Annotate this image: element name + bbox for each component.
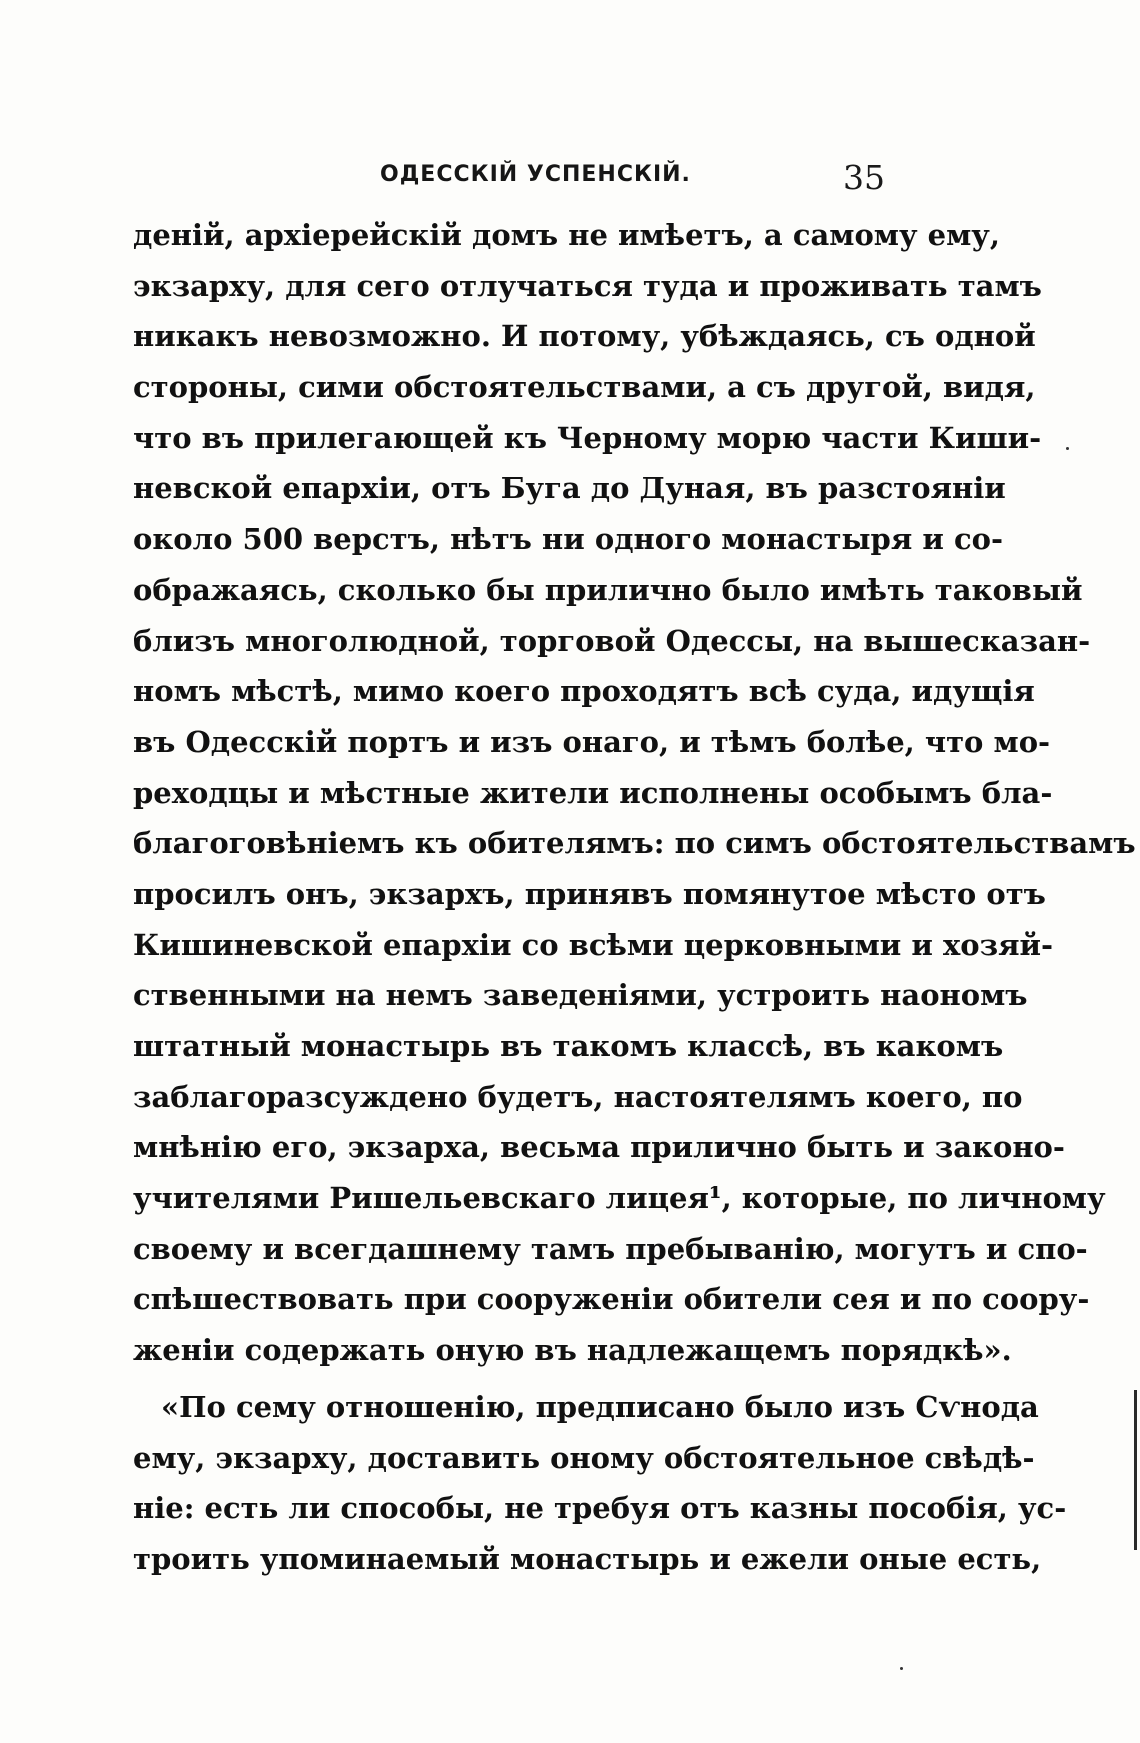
text-line: ніе: есть ли способы, не требуя отъ казны пособія, ус- <box>133 1491 1067 1526</box>
text-line: стороны, сими обстоятельствами, а съ другой, видя, <box>133 370 1036 405</box>
page-number: 35 <box>843 158 885 197</box>
text-line: номъ мѣстѣ, мимо коего проходятъ всѣ суда, идущія <box>133 674 1035 709</box>
text-line: ображаясь, сколько бы прилично было имѣть таковый <box>133 572 1083 607</box>
running-title: ОДЕССКІЙ УСПЕНСКІЙ. <box>380 162 691 187</box>
body-text <box>133 210 1136 1585</box>
text-line: штатный монастырь въ такомъ классѣ, въ какомъ <box>133 1029 1004 1063</box>
paragraph-start-line: «По сему отношенію, предписано было изъ Сѵнода <box>161 1389 1039 1424</box>
text-line: реходцы и мѣстные жители исполнены особымъ бла- <box>133 775 1053 810</box>
scan-speck <box>900 1667 903 1670</box>
text-line: невской епархіи, отъ Буга до Дуная, въ разстояніи <box>133 471 1006 506</box>
text-line: мнѣнію его, экзарха, весьма прилично быть и законо- <box>133 1130 1065 1165</box>
text-line: никакъ невозможно. И потому, убѣждаясь, съ одной <box>133 319 1036 354</box>
text-line: Кишиневской епархіи со всѣми церковными и хозяй- <box>133 927 1054 962</box>
running-head <box>0 158 1140 198</box>
text-line: женіи содержать оную въ надлежащемъ порядкѣ». <box>133 1333 1012 1368</box>
text-line: ему, экзарху, доставить оному обстоятельное свѣдѣ- <box>133 1440 1035 1475</box>
scan-edge-mark <box>1134 1390 1137 1550</box>
text-line: заблагоразсуждено будетъ, настоятелямъ коего, по <box>133 1079 1023 1114</box>
text-line: деній, архіерейскій домъ не имѣетъ, а самому ему, <box>133 218 1000 252</box>
text-line: близъ многолюдной, торговой Одессы, на вышесказан- <box>133 623 1091 658</box>
text-line: учителями Ришельевскаго лицея¹, которые, по личному <box>133 1181 1106 1216</box>
text-line: спѣшествовать при сооруженіи обители сея и по соору- <box>133 1282 1090 1317</box>
text-line: ственными на немъ заведеніями, устроить наономъ <box>133 978 1028 1013</box>
scan-speck <box>1066 447 1069 450</box>
text-line: около 500 верстъ, нѣтъ ни одного монастыря и со- <box>133 522 1003 557</box>
text-line: что въ прилегающей къ Черному морю части Киши- <box>133 420 1042 455</box>
text-line: благоговѣніемъ къ обителямъ: по симъ обстоятельствамъ <box>133 826 1136 861</box>
text-line: въ Одесскій портъ и изъ онаго, и тѣмъ болѣе, что мо- <box>133 724 1051 759</box>
text-line: экзарху, для сего отлучаться туда и проживать тамъ <box>133 268 1042 303</box>
text-line: просилъ онъ, экзархъ, принявъ помянутое мѣсто отъ <box>133 876 1046 911</box>
text-line: своему и всегдашнему тамъ пребыванію, могутъ и спо- <box>133 1231 1088 1266</box>
text-line: троить упоминаемый монастырь и ежели оные есть, <box>133 1541 1042 1576</box>
